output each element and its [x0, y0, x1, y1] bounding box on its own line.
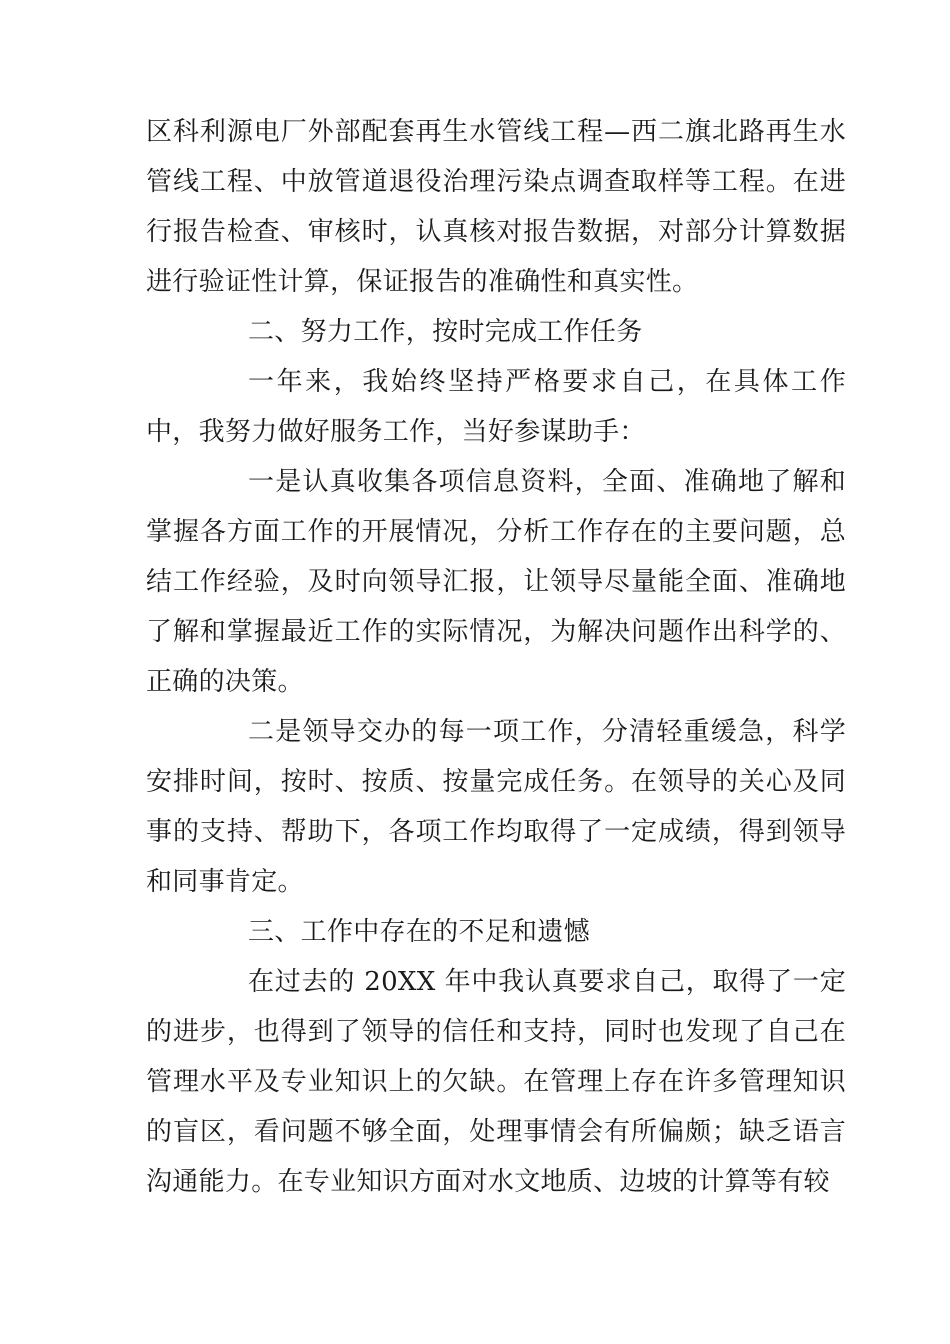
- section-heading-2: 二、努力工作，按时完成工作任务: [248, 317, 643, 347]
- paragraph-shortcomings: 在过去的 20XX 年中我认真要求自己，取得了一定的进步，也得到了领导的信任和支持，同时也发现了自己在管理水平及专业知识上的欠缺。在管理上存在许多管理知识的盲区，看问题不够全面，处理事情会有所偏颇；缺乏语言沟通能力。在专业知识方面对水文地质、边坡的计算等有较: [146, 967, 846, 1197]
- document-body: [146, 107, 846, 1207]
- paragraph-point-1: 一是认真收集各项信息资料，全面、准确地了解和掌握各方面工作的开展情况，分析工作存在的主要问题，总结工作经验，及时向领导汇报，让领导尽量能全面、准确地了解和掌握最近工作的实际情况，为解决问题作出科学的、正确的决策。: [146, 467, 846, 697]
- paragraph-intro: 一年来，我始终坚持严格要求自己，在具体工作中，我努力做好服务工作，当好参谋助手：: [146, 367, 846, 447]
- section-heading-3: 三、工作中存在的不足和遗憾: [248, 917, 590, 947]
- paragraph-point-2: 二是领导交办的每一项工作，分清轻重缓急，科学安排时间，按时、按质、按量完成任务。在领导的关心及同事的支持、帮助下，各项工作均取得了一定成绩，得到领导和同事肯定。: [146, 717, 846, 897]
- paragraph-continuation: 区科利源电厂外部配套再生水管线工程—西二旗北路再生水管线工程、中放管道退役治理污染点调查取样等工程。在进行报告检查、审核时，认真核对报告数据，对部分计算数据进行验证性计算，保证报告的准确性和真实性。: [146, 117, 846, 297]
